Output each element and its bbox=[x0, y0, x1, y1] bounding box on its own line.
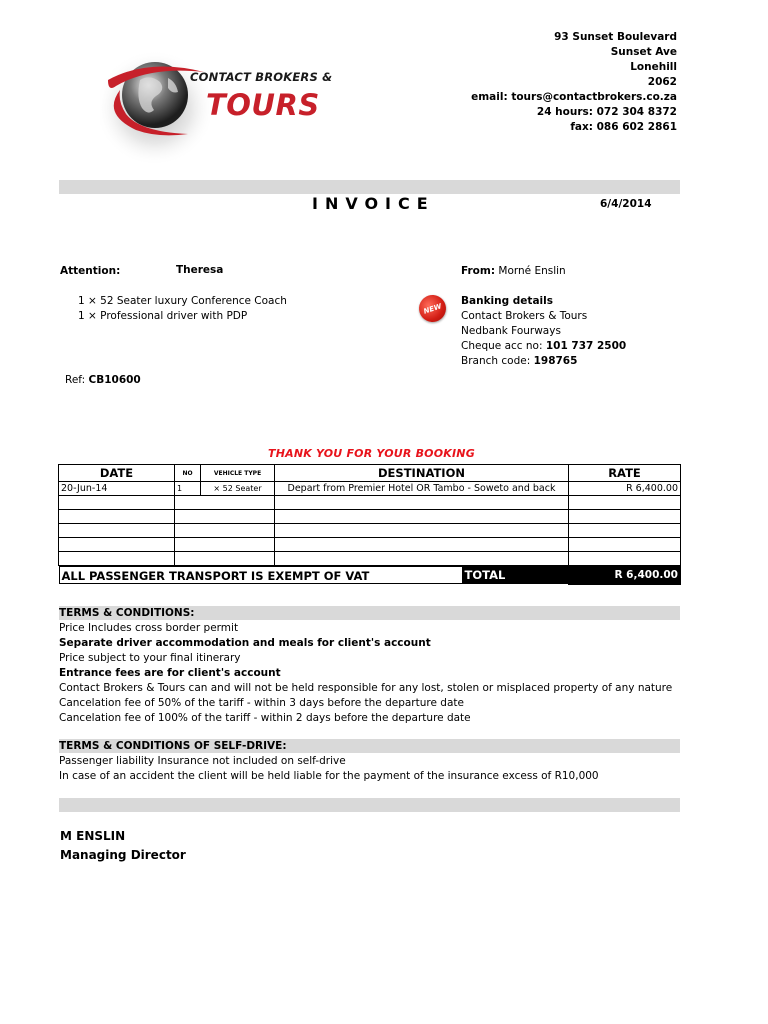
address-postcode: 2062 bbox=[647, 76, 677, 88]
new-badge-icon: NEW bbox=[415, 291, 449, 325]
attention-name: Theresa bbox=[176, 264, 224, 276]
invoice-title: INVOICE bbox=[312, 194, 435, 213]
terms-line: Contact Brokers & Tours can and will not be held responsible for any lost, stolen or misplaced property of any nature bbox=[59, 682, 673, 694]
banking-heading: Banking details bbox=[461, 295, 553, 307]
attention-label: Attention: bbox=[60, 265, 121, 277]
cell-date: 20-Jun-14 bbox=[59, 482, 175, 496]
address-avenue: Sunset Ave bbox=[610, 46, 677, 58]
table-row bbox=[59, 552, 681, 566]
divider-band-bottom bbox=[59, 798, 680, 812]
table-header-row bbox=[59, 465, 681, 482]
self-drive-line: Passenger liability Insurance not included on self-drive bbox=[59, 755, 346, 767]
address-suburb: Lonehill bbox=[630, 61, 677, 73]
table-row bbox=[59, 510, 681, 524]
cell-vehicle: × 52 Seater bbox=[201, 482, 275, 496]
booking-table bbox=[58, 464, 681, 585]
item-qty: 1 bbox=[78, 295, 85, 307]
item-qty: 1 bbox=[78, 310, 85, 322]
brand-name-line1: CONTACT BROKERS & bbox=[190, 70, 333, 84]
signature-block bbox=[60, 827, 186, 865]
banking-branch-code: Branch code: 198765 bbox=[461, 355, 578, 367]
terms-heading: TERMS & CONDITIONS: bbox=[59, 607, 195, 619]
reference bbox=[65, 374, 141, 386]
total-label: TOTAL bbox=[462, 566, 569, 584]
list-item bbox=[78, 294, 287, 309]
terms-line: Entrance fees are for client's account bbox=[59, 667, 281, 679]
terms-line: Price Includes cross border permit bbox=[59, 622, 239, 634]
col-header-rate: RATE bbox=[569, 465, 681, 482]
self-drive-section bbox=[59, 739, 599, 784]
item-desc: × 52 Seater luxury Conference Coach bbox=[88, 295, 287, 307]
table-row bbox=[59, 538, 681, 552]
signatory-title: Managing Director bbox=[60, 848, 186, 862]
cell-destination: Depart from Premier Hotel OR Tambo - Soweto and back bbox=[275, 482, 569, 496]
banking-account-number: Cheque acc no: 101 737 2500 bbox=[461, 340, 627, 352]
col-header-vehicle: VEHICLE TYPE bbox=[201, 465, 275, 482]
self-drive-heading: TERMS & CONDITIONS OF SELF-DRIVE: bbox=[59, 740, 287, 752]
cell-rate: R 6,400.00 bbox=[569, 482, 681, 496]
from-label: From: bbox=[461, 265, 496, 277]
total-value: R 6,400.00 bbox=[569, 566, 681, 585]
terms-line: Price subject to your final itinerary bbox=[59, 652, 241, 664]
address-fax: fax: 086 602 2861 bbox=[570, 121, 677, 133]
terms-line: Cancelation fee of 100% of the tariff - within 2 days before the departure date bbox=[59, 712, 471, 724]
self-drive-line: In case of an accident the client will be held liable for the payment of the insurance excess of R10,000 bbox=[59, 770, 599, 782]
table-row bbox=[59, 524, 681, 538]
col-header-destination: DESTINATION bbox=[275, 465, 569, 482]
signatory-name: M ENSLIN bbox=[60, 829, 126, 843]
banking-details bbox=[461, 294, 626, 369]
terms-section bbox=[59, 606, 672, 726]
col-header-no: NO bbox=[175, 465, 201, 482]
table-row bbox=[59, 496, 681, 510]
ref-label: Ref: bbox=[65, 374, 86, 386]
cell-no: 1 bbox=[175, 482, 201, 496]
ref-value: CB10600 bbox=[88, 374, 141, 386]
brand-name-line2: TOURS bbox=[206, 88, 320, 122]
table-row bbox=[59, 482, 681, 496]
terms-line: Cancelation fee of 50% of the tariff - within 3 days before the departure date bbox=[59, 697, 464, 709]
address-phone: 24 hours: 072 304 8372 bbox=[536, 106, 677, 118]
company-address bbox=[471, 30, 677, 135]
booking-items bbox=[78, 294, 287, 324]
vat-note: ALL PASSENGER TRANSPORT IS EXEMPT OF VAT bbox=[59, 566, 462, 584]
from-name: Morné Enslin bbox=[498, 265, 566, 277]
banking-account-name: Contact Brokers & Tours bbox=[461, 310, 588, 322]
total-row bbox=[59, 566, 681, 585]
invoice-date: 6/4/2014 bbox=[600, 198, 652, 210]
from-line bbox=[461, 265, 566, 277]
divider-band-top bbox=[59, 180, 680, 194]
list-item bbox=[78, 309, 287, 324]
thank-you-banner: THANK YOU FOR YOUR BOOKING bbox=[268, 447, 475, 460]
address-email: email: tours@contactbrokers.co.za bbox=[471, 91, 677, 103]
col-header-date: DATE bbox=[59, 465, 175, 482]
address-street: 93 Sunset Boulevard bbox=[554, 31, 677, 43]
terms-line: Separate driver accommodation and meals for client's account bbox=[59, 637, 431, 649]
item-desc: × Professional driver with PDP bbox=[88, 310, 248, 322]
banking-bank: Nedbank Fourways bbox=[461, 325, 561, 337]
